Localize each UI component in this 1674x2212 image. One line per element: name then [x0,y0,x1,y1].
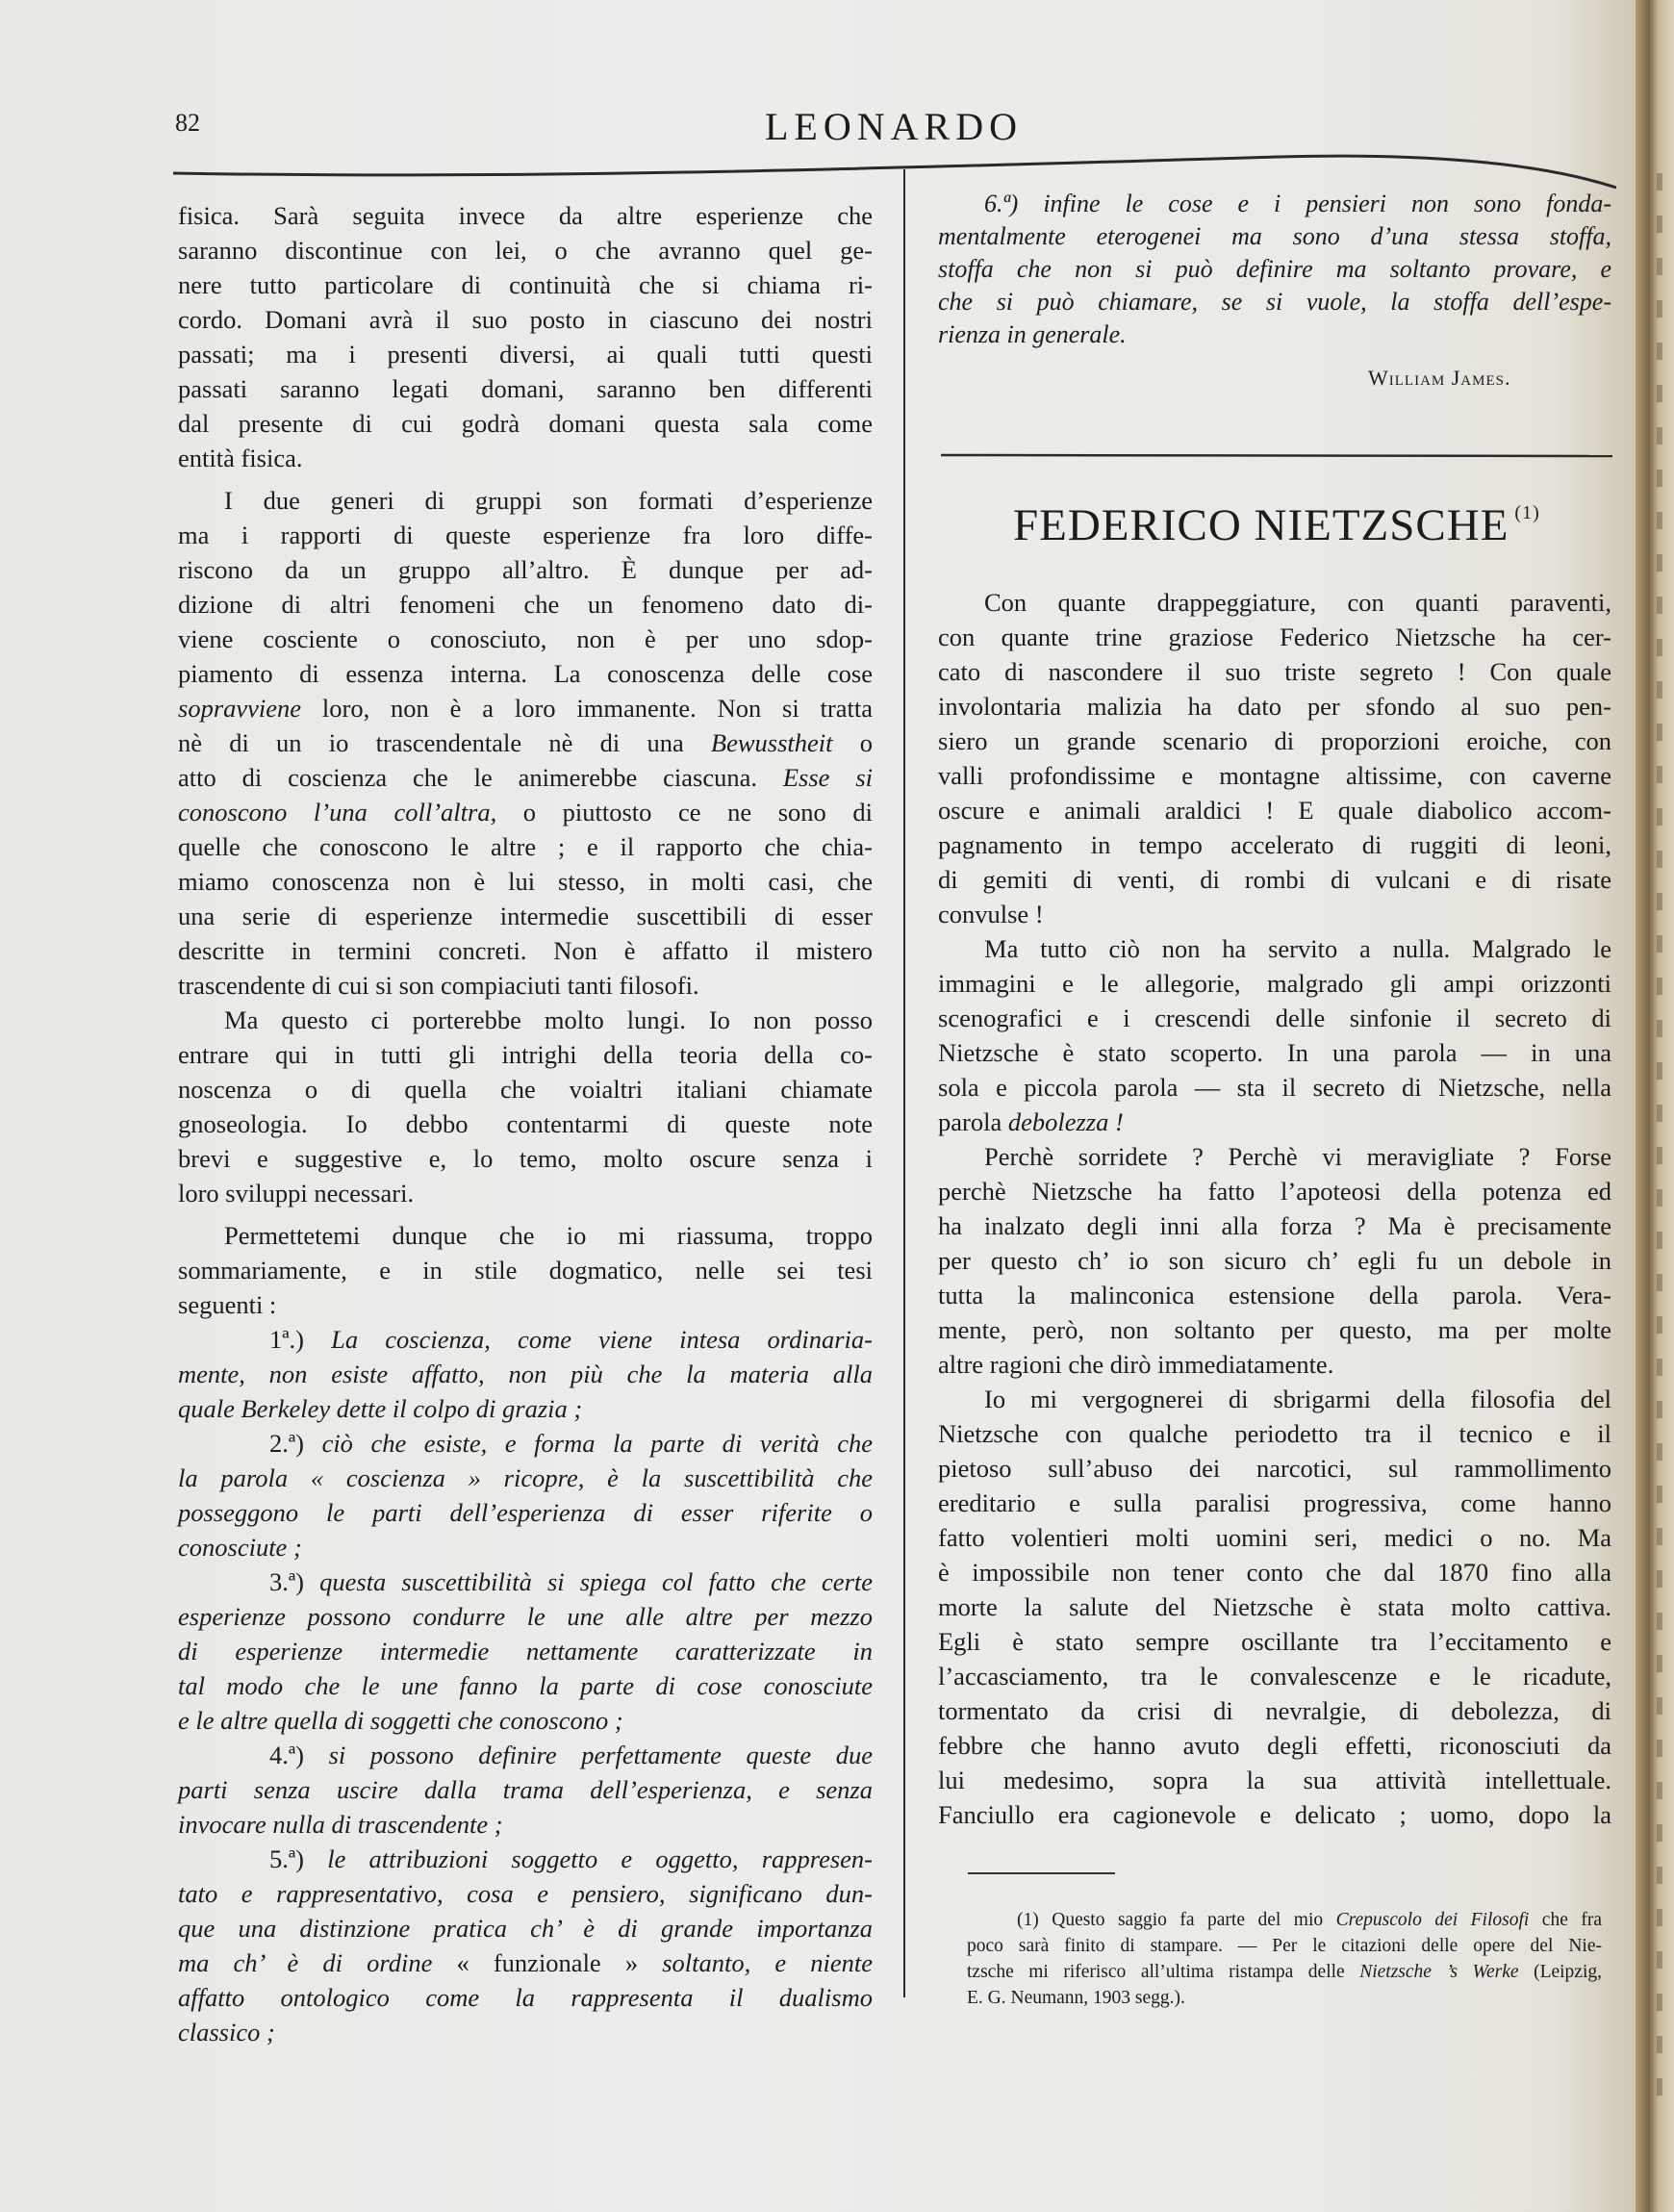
text-run: o piuttosto ce ne sono di [496,798,874,826]
paragraph-gap [178,475,873,483]
left-column-line: Ma questo ci porterebbe molto lungi. Io non posso [224,1005,873,1034]
italic-run: la parola « coscienza » ricopre, è la suscettibilità che [178,1463,873,1492]
left-column-line [178,1807,873,1842]
footnote-line [967,1985,1602,2011]
text-run: tzsche mi riferisco all’ultima ristampa delle [967,1962,1360,1982]
left-column-line: cordo. Domani avrà il suo posto in ciascuno dei nostri [178,305,873,334]
italic-run: sopravviene [178,694,302,723]
italic-run: Bewusstheit [710,728,833,757]
italic-run: Nietzsche ’s Werke [1359,1962,1519,1982]
left-column-line: brevi e suggestive e, lo temo, molto oscure senza i [178,1144,873,1173]
italic-run: questa suscettibilità si spiega col fatto che certe [319,1567,874,1596]
left-column-line: loro sviluppi necessari. [178,1179,415,1208]
article-line: lui medesimo, sopra la sua attività intellettuale. [938,1766,1611,1794]
article-title-text: FEDERICO NIETZSCHE [1013,500,1509,550]
italic-run: quale Berkeley dette il colpo di grazia ; [178,1394,583,1423]
left-column-line: sommariamente, e in stile dogmatico, nelle sei tesi [178,1256,873,1284]
article-line: siero un grande scenario di proporzioni eroiche, con [938,726,1611,755]
left-column-line: I due generi di gruppi son formati d’esperienze [224,486,873,515]
footnote-rule [968,1872,1115,1874]
italic-run: tato e rappresentativo, cosa e pensiero, significano dun- [178,1879,873,1908]
article-line: immagini e le allegorie, malgrado gli ampi orizzonti [938,969,1611,998]
left-column-line [178,760,873,795]
left-column-line: entità fisica. [178,444,303,472]
article-title [1013,499,1540,551]
italic-run: que una distinzione pratica ch’ è di grande importanza [178,1914,873,1943]
text-run: parola [938,1107,1008,1136]
article-line: morte la salute del Nietzsche è stata molto cattiva. [938,1592,1611,1621]
article-line: perchè Nietzsche ha fatto l’apoteosi della potenza ed [938,1177,1611,1206]
article-line: involontaria malizia ha dato per sfondo al suo pen- [938,692,1611,721]
left-column-line: entrare qui in tutti gli intrighi della teoria della co- [178,1040,873,1069]
text-run: nè di un io trascendentale nè di una [178,728,711,757]
left-column-line: dal presente di cui godrà domani questa sala come [178,409,873,438]
italic-run: La coscienza, come viene intesa ordinaria- [331,1325,873,1354]
article-line: fatto volentieri molti uomini seri, medici o no. Ma [938,1523,1611,1552]
italic-run: debolezza ! [1007,1107,1124,1136]
footnote-reference: (1) [1514,502,1540,523]
italic-run: classico ; [178,2018,275,2047]
text-run: (Leipzig, [1518,1962,1603,1982]
left-column-line [178,725,873,760]
left-column-line: noscenza o di quella che voialtri italiani chiamate [178,1075,873,1104]
left-column-line [178,1391,873,1426]
article-line: per questo ch’ io son sicuro ch’ egli fu un debole in [938,1246,1611,1275]
left-column-line [178,1357,873,1391]
text-run: 1ª.) [269,1325,332,1354]
left-column-line [178,1426,873,1461]
left-column-line: nere tutto particolare di continuità che si chiama ri- [178,270,873,299]
section-rule [941,450,1612,460]
article-line: con quante trine graziose Federico Nietzsche ha cer- [938,623,1611,651]
left-column-line: seguenti : [178,1290,277,1319]
italic-run: conosciute ; [178,1533,302,1562]
article-line: convulse ! [938,900,1044,928]
article-line: Perchè sorridete ? Perchè vi meravigliate ? Forse [984,1142,1611,1171]
article-line: Con quante drappeggiature, con quanti paraventi, [984,588,1611,617]
italic-run: che si può chiamare, se si vuole, la stoffa dell’espe- [938,288,1611,316]
italic-run: mentalmente eterogenei ma sono d’una stessa stoffa, [938,222,1611,250]
footnote-line [967,1907,1602,1933]
article-line: mente, però, non soltanto per questo, ma per molte [938,1315,1611,1344]
article-line: tormentato da crisi di nevralgie, di debolezza, di [938,1696,1611,1725]
article-line: altre ragioni che dirò immediatamente. [938,1350,1334,1379]
italic-run: si possono definire perfettamente queste due [328,1741,874,1769]
left-column-line: saranno discontinue con lei, o che avranno quel ge- [178,236,873,265]
italic-run: Esse si [782,763,873,792]
text-run: loro, non è a loro immanente. Non si tratta [301,694,873,723]
text-run: 5.ª) [269,1844,328,1873]
running-title: LEONARDO [765,105,1023,148]
quote-line [938,220,1611,253]
italic-run: soltanto, e niente [662,1948,873,1977]
left-column-line [178,795,873,829]
left-column-line [178,1634,873,1668]
italic-run: mente, non esiste affatto, non più che la materia alla [178,1360,873,1388]
text-run: 4.ª) [269,1741,329,1769]
article-line: Nietzsche è stato scoperto. In una parola — in una [938,1038,1611,1067]
left-column-line: una serie di esperienze intermedie suscettibili di esser [178,902,873,930]
italic-run: le attribuzioni soggetto e oggetto, rappresen- [327,1844,873,1873]
left-column-line: passati saranno legati domani, saranno ben differenti [178,374,873,403]
left-column-line [178,691,873,725]
article-line: Fanciullo era cagionevole e delicato ; uomo, dopo la [938,1800,1611,1829]
italic-run: infine le cose e i pensieri non sono fonda- [1043,190,1611,217]
quote-signature: William James. [1368,366,1511,390]
left-column-line [178,1703,873,1738]
italic-run: ma ch’ è di ordine [178,1948,433,1977]
article-line: Nietzsche con qualche periodetto tra il tecnico e il [938,1419,1611,1448]
quote-line [938,286,1611,318]
left-column-line [178,1530,873,1564]
article-line: Ma tutto ciò non ha servito a nulla. Malgrado le [984,934,1611,963]
italic-run: rienza in generale. [938,320,1127,348]
italic-run: e le altre quella di soggetti che conoscono ; [178,1706,623,1735]
left-column-line [178,1668,873,1703]
text-run: poco sarà finito di stampare. — Per le citazioni delle opere del Nie- [967,1936,1602,1956]
article-line: è impossibile non tener conto che dal 1870 fino alla [938,1558,1611,1587]
italic-run: affatto ontologico come la rappresenta il dualismo [178,1983,873,2012]
article-body [938,585,1611,1832]
footnote [967,1907,1602,2011]
italic-run: esperienze possono condurre le une alle altre per mezzo [178,1602,873,1631]
article-line: sola e piccola parola — sta il secreto di Nietzsche, nella [938,1073,1611,1102]
paragraph-gap [178,1210,873,1218]
article-line: ereditario e sulla paralisi progressiva, come hanno [938,1488,1611,1517]
left-column-line [178,1911,873,1945]
quote-block [938,188,1611,351]
italic-run: parti senza uscire dalla trama dell’esperienza, e senza [178,1775,873,1804]
article-line: Egli è stato sempre oscillante tra l’eccitamento e [938,1627,1611,1656]
article-line: cato di nascondere il suo triste segreto ! Con quale [938,657,1611,686]
italic-run: conoscono l’una coll’altra, [178,798,497,826]
text-run: o [832,728,873,757]
left-column-line: miamo conoscenza non è lui stesso, in molti casi, che [178,867,873,896]
left-column-line: trascendente di cui si son compiaciuti tanti filosofi. [178,971,699,1000]
italic-run: Crepuscolo dei Filosofi [1335,1910,1530,1930]
article-line: pietoso sull’abuso dei narcotici, sul rammollimento [938,1454,1611,1483]
article-line [938,1105,1611,1139]
left-column-line [178,1876,873,1911]
left-column-line: fisica. Sarà seguita invece da altre esperienze che [178,201,873,230]
italic-run: posseggono le parti dell’esperienza di esser riferite o [178,1498,873,1527]
left-column-line: ma i rapporti di queste esperienze fra loro diffe- [178,521,873,549]
left-column-line: dizione di altri fenomeni che un fenomeno dato di- [178,590,873,619]
page-number: 82 [175,109,200,137]
left-column-line: piamento di essenza interna. La conoscenza delle cose [178,659,873,688]
article-line: ha inalzato degli inni alla forza ? Ma è precisamente [938,1211,1611,1240]
italic-run: stoffa che non si può definire ma soltanto provare, e [938,255,1611,283]
left-column-line: viene cosciente o conosciuto, non è per uno sdop- [178,624,873,653]
article-line: febbre che hanno avuto degli effetti, riconosciuti da [938,1731,1611,1760]
left-column-line: quelle che conoscono le altre ; e il rapporto che chia- [178,832,873,861]
footnote-line [967,1933,1602,1959]
left-column [178,198,873,2049]
quote-line [938,253,1611,286]
text-run: 6.ª) [984,190,1044,217]
italic-run: ciò che esiste, e forma la parte di verità che [321,1429,873,1458]
article-line: l’accasciamento, tra le convalescenze e le ricadute, [938,1662,1611,1691]
quote-line [938,318,1611,351]
text-run: 2.ª) [269,1429,322,1458]
text-run: E. G. Neumann, 1903 segg.). [967,1988,1185,2008]
book-binding-edge [1636,0,1674,2212]
left-column-line: riscono da un gruppo all’altro. È dunque per ad- [178,555,873,584]
left-column-line [178,1495,873,1530]
left-column-line: Permettetemi dunque che io mi riassuma, troppo [224,1221,873,1250]
left-column-line [178,1738,873,1772]
text-run: (1) Questo saggio fa parte del mio [1017,1910,1336,1930]
article-line: pagnamento in tempo accelerato di ruggiti di leoni, [938,830,1611,859]
left-column-line [178,1599,873,1634]
left-column-line [178,2015,873,2049]
italic-run: tal modo che le une fanno la parte di cose conosciute [178,1671,873,1700]
text-run: atto di coscienza che le animerebbe ciascuna. [178,763,783,792]
text-run: che fra [1529,1910,1603,1930]
italic-run: invocare nulla di trascendente ; [178,1810,503,1839]
quote-line [938,188,1611,220]
left-column-line [178,1980,873,2015]
left-column-line [178,1842,873,1876]
left-column-line [178,1772,873,1807]
article-line: scenografici e i crescendi delle sinfonie il secreto di [938,1004,1611,1032]
article-line: di gemiti di venti, di rombi di vulcani e di risate [938,865,1611,894]
text-run: « funzionale » [432,1948,663,1977]
left-column-line [178,1322,873,1357]
left-column-line: descritte in termini concreti. Non è affatto il mistero [178,936,873,965]
article-line: tutta la malinconica estensione della parola. Vera- [938,1281,1611,1309]
left-column-line [178,1564,873,1599]
left-column-line: passati; ma i presenti diversi, ai quali tutti questi [178,340,873,369]
text-run: 3.ª) [269,1567,320,1596]
italic-run: di esperienze intermedie nettamente caratterizzate in [178,1637,873,1665]
article-line: oscure e animali araldici ! E quale diabolico accom- [938,796,1611,825]
left-column-line [178,1945,873,1980]
left-column-line: gnoseologia. Io debbo contentarmi di queste note [178,1109,873,1138]
footnote-line [967,1959,1602,1985]
column-divider [903,169,905,1997]
article-line: valli profondissime e montagne altissime, con caverne [938,761,1611,790]
left-column-line [178,1461,873,1495]
facing-page-shadow [1657,173,1662,2098]
article-line: Io mi vergognerei di sbrigarmi della filosofia del [984,1385,1611,1413]
